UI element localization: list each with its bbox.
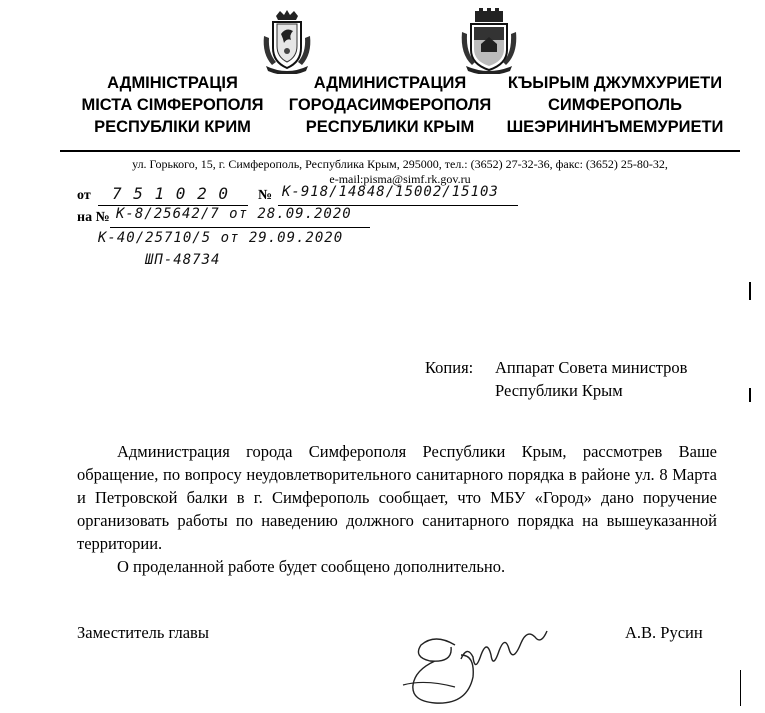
number-handwritten: К-918/14848/15002/15103 <box>282 184 499 200</box>
header-crimean-tatar <box>495 72 735 138</box>
body-paragraph: Администрация города Симферополя Республики Крым, рассмотрев Ваше обращение, по вопросу неудовлетворительного санитарного порядка в районе ул. 8 Марта и Петровской балки в г. Симферополь сообщает, что МБУ «Город» дано поручение организовать работы по наведению должного санитарного порядка на вышеуказанной территории. <box>77 442 717 553</box>
scan-edge-mark <box>740 670 741 706</box>
handwritten-signature <box>395 615 555 710</box>
header-ukrainian <box>60 72 285 138</box>
header-ukrainian-line: АДМІНІСТРАЦІЯ <box>107 74 238 92</box>
simferopol-coat-of-arms-icon <box>460 8 518 74</box>
header-russian-line: АДМИНИСТРАЦИЯ <box>313 74 467 92</box>
letter-body <box>77 440 717 578</box>
scan-edge-mark <box>749 282 751 300</box>
reply-handwritten: К-8/25642/7 от 28.09.2020 <box>116 206 352 222</box>
copy-recipient-line: Аппарат Совета министров <box>495 358 688 377</box>
scan-edge-mark <box>749 388 751 402</box>
date-handwritten: 7 5 1 0 2 0 <box>112 184 229 203</box>
address-line: ул. Горького, 15, г. Симферополь, Республика Крым, 295000, тел.: (3652) 27-32-36, факс: (3652) 25-80-32, <box>132 157 668 171</box>
copy-label: Копия: <box>425 358 474 377</box>
header-russian-line: ГОРОДАСИМФЕРОПОЛЯ <box>288 96 492 114</box>
body-paragraph: О проделанной работе будет сообщено дополнительно. <box>117 557 506 576</box>
crimea-coat-of-arms-icon <box>262 10 312 74</box>
reply-underline <box>110 227 370 228</box>
copy-recipient-line: Республики Крым <box>495 381 623 400</box>
header-crimean-tatar-line: СИМФЕРОПОЛЬ <box>548 96 682 114</box>
email-line: e-mail:pisma@simf.rk.gov.ru <box>329 172 471 186</box>
signatory-title: Заместитель главы <box>77 623 209 642</box>
reply-label: на № <box>77 210 110 225</box>
reply-handwritten: ШП-48734 <box>145 252 221 268</box>
header-russian-line: РЕСПУБЛИКИ КРЫМ <box>305 118 475 136</box>
header-russian <box>280 72 500 138</box>
number-label: № <box>258 188 273 203</box>
reply-handwritten: К-40/25710/5 от 29.09.2020 <box>98 230 344 246</box>
from-label: от <box>77 188 91 203</box>
header-crimean-tatar-line: ШЕЭРИНИНЪМЕМУРИЕТИ <box>506 118 724 136</box>
header-ukrainian-line: МІСТА СІМФЕРОПОЛЯ <box>81 96 264 114</box>
header-divider <box>60 150 740 152</box>
signatory-name: А.В. Русин <box>625 623 703 642</box>
header-ukrainian-line: РЕСПУБЛІКИ КРИМ <box>94 118 251 136</box>
header-crimean-tatar-line: КЪЫРЫМ ДЖУМХУРИЕТИ <box>507 74 723 92</box>
